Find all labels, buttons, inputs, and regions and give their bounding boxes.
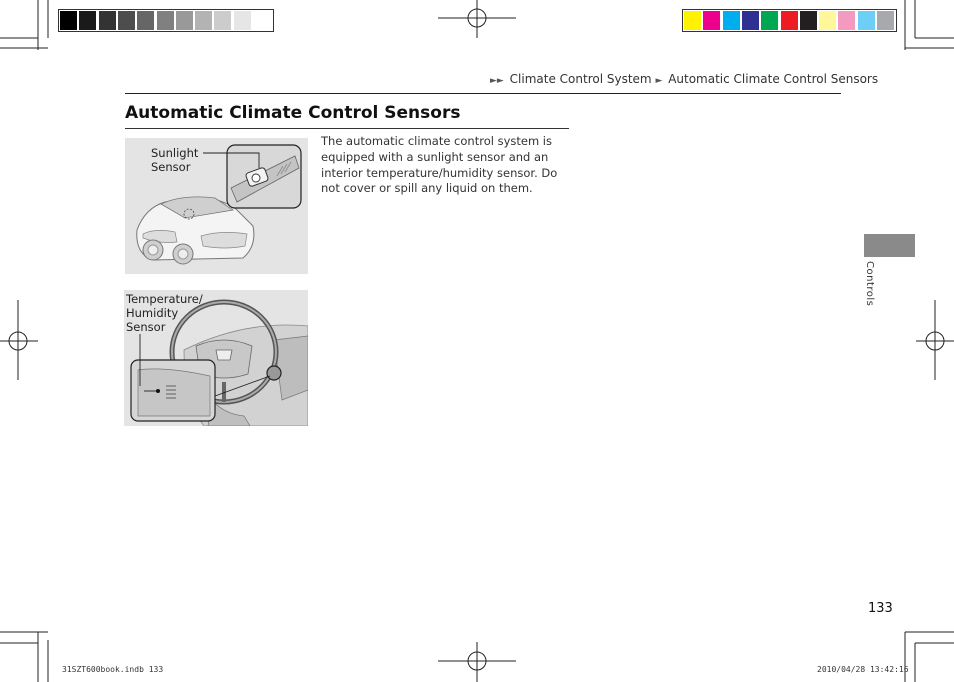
color-swatch: [79, 11, 96, 30]
color-swatch: [214, 11, 231, 30]
header-rule: [125, 93, 841, 94]
color-swatch: [60, 11, 77, 30]
color-swatch: [684, 11, 701, 30]
color-swatch: [838, 11, 855, 30]
color-swatch: [234, 11, 251, 30]
page-title: Automatic Climate Control Sensors: [125, 103, 461, 123]
label-line: Temperature/: [126, 292, 203, 306]
footer-file-info: 31SZT600book.indb 133: [62, 665, 164, 674]
color-swatch: [176, 11, 193, 30]
color-swatch: [800, 11, 817, 30]
label-line: Sensor: [126, 320, 166, 334]
color-swatch: [137, 11, 154, 30]
gray-scale-color-bar: [58, 9, 274, 32]
color-swatch: [723, 11, 740, 30]
temperature-humidity-sensor-label: [126, 292, 203, 334]
process-color-bar: [682, 9, 897, 32]
temperature-humidity-sensor-figure: [124, 290, 308, 426]
color-swatch: [819, 11, 836, 30]
color-swatch: [877, 11, 894, 30]
label-line: Humidity: [126, 306, 179, 320]
breadcrumb-separator-icon: ►: [655, 76, 663, 86]
body-paragraph: The automatic climate control system is equipped with a sunlight sensor and an interior temperature/humidity sensor. Do not cover or spill any liquid on them.: [321, 134, 558, 196]
page-number: 133: [868, 601, 893, 616]
breadcrumb-current: Automatic Climate Control Sensors: [668, 72, 879, 86]
breadcrumb-section-link[interactable]: Climate Control System: [509, 72, 652, 86]
title-rule: [125, 128, 569, 129]
breadcrumb: [490, 72, 878, 86]
label-line: Sensor: [151, 160, 191, 174]
color-swatch: [781, 11, 798, 30]
breadcrumb-arrows-icon: ►►: [490, 76, 504, 86]
color-swatch: [742, 11, 759, 30]
color-swatch: [253, 11, 270, 30]
sunlight-sensor-label: [151, 146, 198, 174]
color-swatch: [118, 11, 135, 30]
color-swatch: [195, 11, 212, 30]
color-swatch: [157, 11, 174, 30]
section-tab-controls[interactable]: [864, 234, 915, 257]
sunlight-sensor-figure: [125, 138, 308, 274]
color-swatch: [99, 11, 116, 30]
color-swatch: [761, 11, 778, 30]
footer-timestamp: 2010/04/28 13:42:16: [817, 665, 909, 674]
color-swatch: [858, 11, 875, 30]
section-tab-label: Controls: [864, 261, 875, 307]
color-swatch: [703, 11, 720, 30]
label-line: Sunlight: [151, 146, 199, 160]
